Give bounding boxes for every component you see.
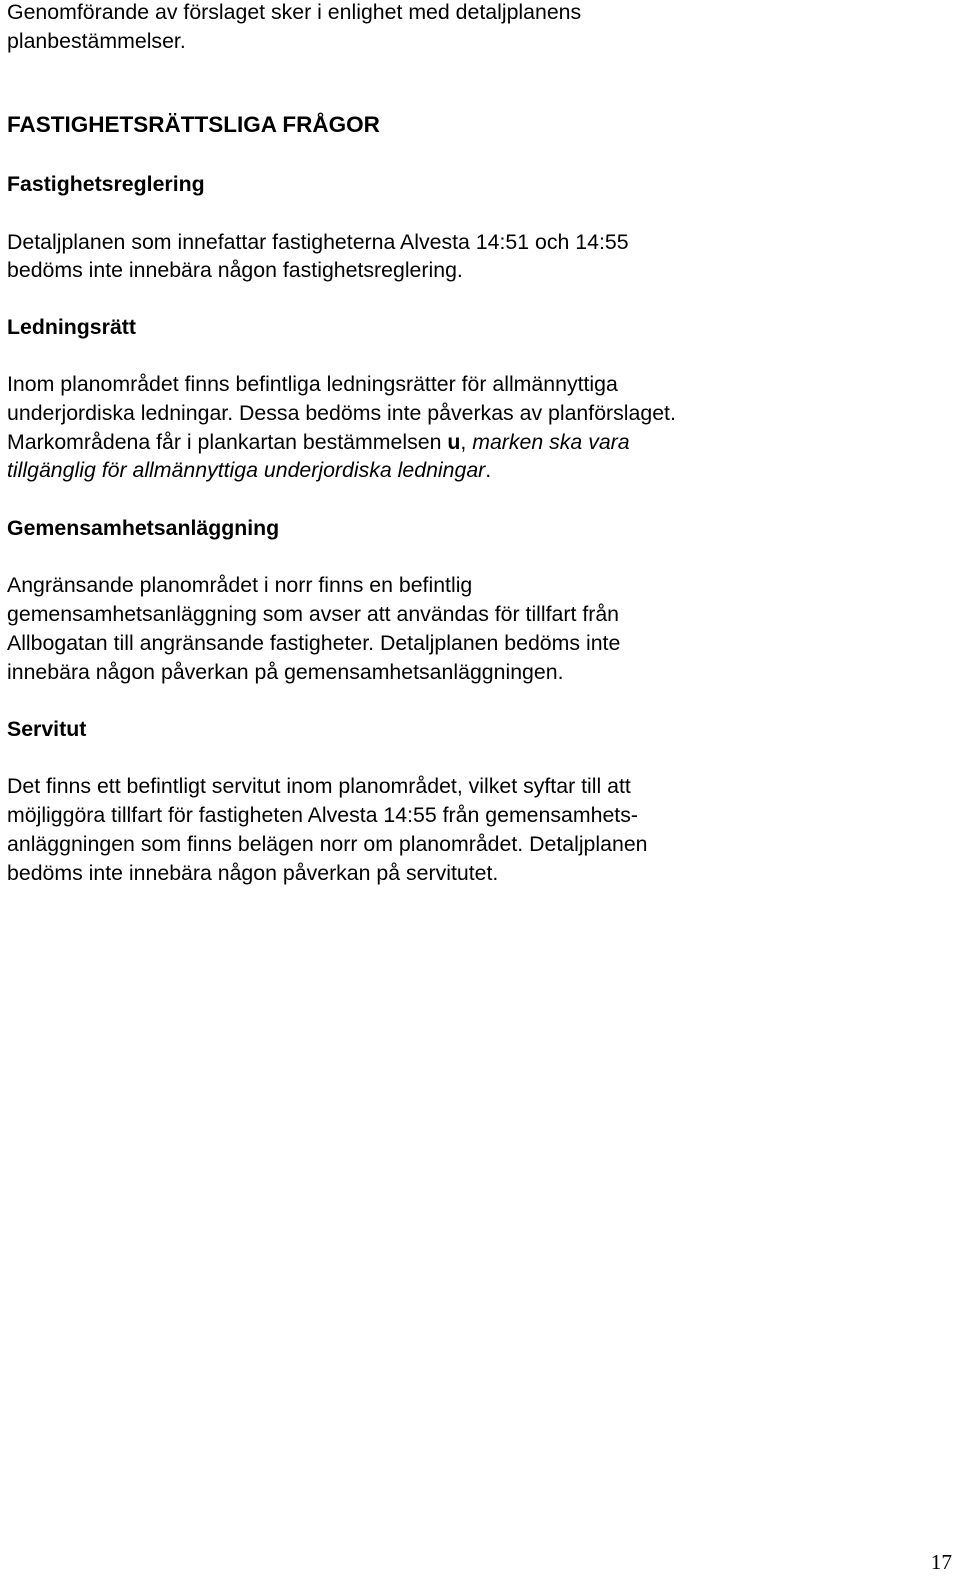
gemensamhetsanlaggning-line-2: gemensamhetsanläggning som avser att användas för tillfart från	[7, 602, 620, 626]
servitut-line-3: anläggningen som finns belägen norr om planområdet. Detaljplanen	[7, 832, 648, 856]
ledningsratt-line-1: Inom planområdet finns befintliga ledningsrätter för allmännyttiga	[7, 372, 618, 396]
intro-line-1: Genomförande av förslaget sker i enlighet med detaljplanens	[7, 0, 582, 24]
ledningsratt-line-3	[7, 430, 630, 454]
ledningsratt-line-4	[7, 458, 491, 482]
main-heading: FASTIGHETSRÄTTSLIGA FRÅGOR	[7, 112, 380, 137]
ledningsratt-line-2: underjordiska ledningar. Dessa bedöms inte påverkas av planförslaget.	[7, 401, 676, 425]
section-heading-fastighetsreglering: Fastighetsreglering	[7, 172, 205, 196]
section-heading-gemensamhetsanlaggning: Gemensamhetsanläggning	[7, 516, 280, 540]
gemensamhetsanlaggning-line-1: Angränsande planområdet i norr finns en befintlig	[7, 573, 473, 597]
ledningsratt-line-4-italic: tillgänglig för allmännyttiga underjordiska ledningar	[7, 458, 486, 482]
ledningsratt-line-3-italic: marken ska vara	[472, 430, 630, 454]
gemensamhetsanlaggning-line-4: innebära någon påverkan på gemensamhetsanläggningen.	[7, 660, 564, 684]
section-heading-ledningsratt: Ledningsrätt	[7, 315, 136, 339]
gemensamhetsanlaggning-line-3: Allbogatan till angränsande fastigheter. Detaljplanen bedöms inte	[7, 631, 621, 655]
fastighetsreglering-line-2: bedöms inte innebära någon fastighetsreglering.	[7, 258, 463, 282]
ledningsratt-line-4-period: .	[485, 458, 492, 482]
section-heading-servitut: Servitut	[7, 717, 87, 741]
servitut-line-1: Det finns ett befintligt servitut inom planområdet, vilket syftar till att	[7, 774, 631, 798]
intro-line-2: planbestämmelser.	[7, 29, 186, 53]
ledningsratt-line-3-comma: ,	[460, 430, 473, 454]
ledningsratt-bestammelse-u: u	[447, 430, 461, 454]
servitut-line-4: bedöms inte innebära någon påverkan på servitutet.	[7, 861, 499, 885]
page-number: 17	[930, 1550, 952, 1574]
fastighetsreglering-line-1: Detaljplanen som innefattar fastigheterna Alvesta 14:51 och 14:55	[7, 230, 629, 254]
servitut-line-2: möjliggöra tillfart för fastigheten Alvesta 14:55 från gemensamhets-	[7, 803, 638, 827]
ledningsratt-line-3-text: Markområdena får i plankartan bestämmelsen	[7, 430, 448, 454]
